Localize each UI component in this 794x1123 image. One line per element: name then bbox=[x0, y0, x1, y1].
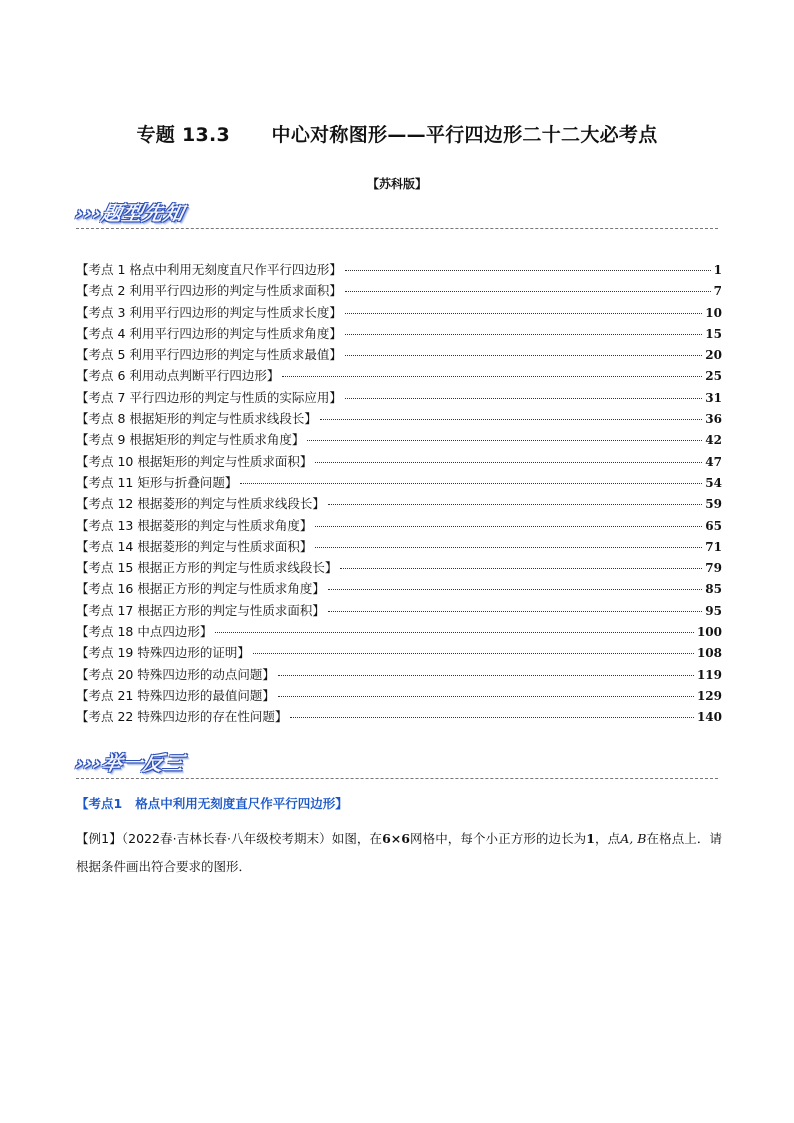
toc-dot-leader bbox=[315, 547, 702, 548]
toc-item-label: 【考点 6 利用动点判断平行四边形】 bbox=[76, 368, 280, 384]
toc-dot-leader bbox=[320, 419, 702, 420]
toc-item-label: 【考点 10 根据矩形的判定与性质求面积】 bbox=[76, 453, 313, 469]
toc-dot-leader bbox=[345, 313, 702, 314]
toc-item-page: 10 bbox=[705, 305, 722, 320]
toc-dot-leader bbox=[345, 355, 702, 356]
toc-item-page: 7 bbox=[713, 284, 722, 299]
toc-item[interactable] bbox=[76, 558, 722, 579]
toc-dot-leader bbox=[328, 504, 702, 505]
practice-banner bbox=[73, 746, 187, 776]
toc-item-page: 1 bbox=[713, 263, 722, 277]
toc-item[interactable] bbox=[76, 537, 722, 558]
toc-item-label: 【考点 3 利用平行四边形的判定与性质求长度】 bbox=[76, 304, 342, 320]
toc-item-page: 15 bbox=[705, 326, 722, 341]
toc-item-page: 65 bbox=[705, 518, 722, 533]
toc-item-label: 【考点 17 根据正方形的判定与性质求面积】 bbox=[76, 602, 325, 618]
toc-dot-leader bbox=[315, 526, 702, 527]
toc-dot-leader bbox=[315, 462, 702, 463]
toc-dot-leader bbox=[340, 568, 702, 569]
toc-item[interactable] bbox=[76, 643, 722, 664]
toc-item-page: 71 bbox=[705, 539, 722, 554]
toc-item[interactable] bbox=[76, 686, 722, 707]
toc-item[interactable] bbox=[76, 388, 722, 409]
toc-item[interactable] bbox=[76, 430, 722, 451]
toc-item-label: 【考点 4 利用平行四边形的判定与性质求角度】 bbox=[76, 325, 342, 341]
example-text-3: ，点 bbox=[594, 831, 621, 846]
example-label: 【例1】 bbox=[76, 831, 122, 846]
toc-dot-leader bbox=[278, 696, 694, 697]
toc-item-label: 【考点 8 根据矩形的判定与性质求线段长】 bbox=[76, 411, 317, 427]
toc-dot-leader bbox=[240, 483, 702, 484]
toc-item-page: 140 bbox=[696, 710, 722, 725]
example-text-1: 如图，在 bbox=[331, 831, 383, 846]
toc-dot-leader bbox=[278, 675, 694, 676]
toc-item-label: 【考点 13 根据菱形的判定与性质求角度】 bbox=[76, 517, 313, 533]
toc-dot-leader bbox=[345, 398, 702, 399]
toc-item[interactable] bbox=[76, 303, 722, 324]
toc-item-label: 【考点 16 根据正方形的判定与性质求角度】 bbox=[76, 581, 325, 597]
toc-item-page: 25 bbox=[705, 369, 722, 384]
toc-item-page: 36 bbox=[705, 412, 722, 427]
toc-item[interactable] bbox=[76, 601, 722, 622]
toc-item-label: 【考点 15 根据正方形的判定与性质求线段长】 bbox=[76, 560, 338, 576]
toc-dot-leader bbox=[345, 334, 702, 335]
toc-item[interactable] bbox=[76, 516, 722, 537]
toc-item-label: 【考点 11 矩形与折叠问题】 bbox=[76, 474, 238, 490]
practice-banner-text: ›››举一反三 bbox=[73, 751, 187, 775]
example-paragraph bbox=[76, 825, 722, 881]
toc-dot-leader bbox=[307, 440, 702, 441]
toc-item-page: 108 bbox=[696, 646, 722, 661]
key-point-heading: 【考点1 格点中利用无刻度直尺作平行四边形】 bbox=[76, 796, 348, 811]
toc-item-label: 【考点 7 平行四边形的判定与性质的实际应用】 bbox=[76, 389, 342, 405]
toc-item-page: 42 bbox=[705, 433, 722, 448]
toc-item-page: 47 bbox=[705, 454, 722, 469]
edition-label: 【苏科版】 bbox=[366, 177, 427, 191]
overview-divider bbox=[76, 228, 718, 229]
toc-item-label: 【考点 22 特殊四边形的存在性问题】 bbox=[76, 709, 288, 725]
toc-item-label: 【考点 19 特殊四边形的证明】 bbox=[76, 645, 250, 661]
toc-item[interactable] bbox=[76, 281, 722, 302]
toc-item[interactable] bbox=[76, 260, 722, 281]
toc-item-label: 【考点 21 特殊四边形的最值问题】 bbox=[76, 687, 275, 703]
practice-divider bbox=[76, 778, 718, 779]
toc-item-page: 59 bbox=[705, 497, 722, 512]
toc-item-label: 【考点 2 利用平行四边形的判定与性质求面积】 bbox=[76, 283, 342, 299]
toc-item-page: 100 bbox=[696, 625, 722, 640]
toc-item-label: 【考点 1 格点中利用无刻度直尺作平行四边形】 bbox=[76, 262, 342, 277]
example-text-2: 网格中，每个小正方形的边长为 bbox=[409, 831, 587, 846]
toc-item-label: 【考点 20 特殊四边形的动点问题】 bbox=[76, 666, 275, 682]
toc-item[interactable] bbox=[76, 366, 722, 387]
toc-item-page: 31 bbox=[705, 390, 722, 405]
toc-item-label: 【考点 5 利用平行四边形的判定与性质求最值】 bbox=[76, 347, 342, 363]
toc-item-label: 【考点 18 中点四边形】 bbox=[76, 624, 213, 640]
toc-dot-leader bbox=[290, 717, 694, 718]
toc-item[interactable] bbox=[76, 473, 722, 494]
toc-item[interactable] bbox=[76, 409, 722, 430]
example-source: （2022春·吉林长春·八年级校考期末） bbox=[121, 831, 332, 846]
toc-item[interactable] bbox=[76, 579, 722, 600]
toc-item-label: 【考点 14 根据菱形的判定与性质求面积】 bbox=[76, 538, 313, 554]
toc-dot-leader bbox=[345, 291, 711, 292]
toc-dot-leader bbox=[328, 589, 702, 590]
toc-item-page: 79 bbox=[705, 561, 722, 576]
toc-item-page: 85 bbox=[705, 582, 722, 597]
example-side-length: 1 bbox=[586, 831, 595, 846]
toc-item[interactable] bbox=[76, 494, 722, 515]
toc-item[interactable] bbox=[76, 622, 722, 643]
toc-item[interactable] bbox=[76, 707, 722, 728]
toc-item-label: 【考点 12 根据菱形的判定与性质求线段长】 bbox=[76, 496, 325, 512]
toc-item-label: 【考点 9 根据矩形的判定与性质求角度】 bbox=[76, 432, 305, 448]
overview-banner bbox=[73, 196, 187, 226]
table-of-contents bbox=[76, 260, 722, 729]
overview-banner-text: ›››题型先知 bbox=[73, 201, 187, 225]
example-points: A, B bbox=[620, 831, 647, 846]
toc-item[interactable] bbox=[76, 665, 722, 686]
document-title: 专题 13.3 中心对称图形——平行四边形二十二大必考点 bbox=[136, 124, 658, 146]
example-grid-size: 6×6 bbox=[382, 831, 410, 846]
toc-dot-leader bbox=[253, 653, 694, 654]
toc-dot-leader bbox=[215, 632, 694, 633]
toc-dot-leader bbox=[328, 611, 702, 612]
toc-item-page: 54 bbox=[705, 475, 722, 490]
toc-item-page: 95 bbox=[705, 603, 722, 618]
toc-item-page: 20 bbox=[705, 348, 722, 363]
toc-item-page: 119 bbox=[696, 667, 722, 682]
toc-item-page: 129 bbox=[696, 688, 722, 703]
example-text-4: 在格点上．请根据条件画出符合要求的图形． bbox=[76, 831, 722, 874]
toc-item[interactable] bbox=[76, 452, 722, 473]
toc-item[interactable] bbox=[76, 324, 722, 345]
toc-dot-leader bbox=[282, 376, 702, 377]
toc-item[interactable] bbox=[76, 345, 722, 366]
toc-dot-leader bbox=[345, 270, 711, 271]
